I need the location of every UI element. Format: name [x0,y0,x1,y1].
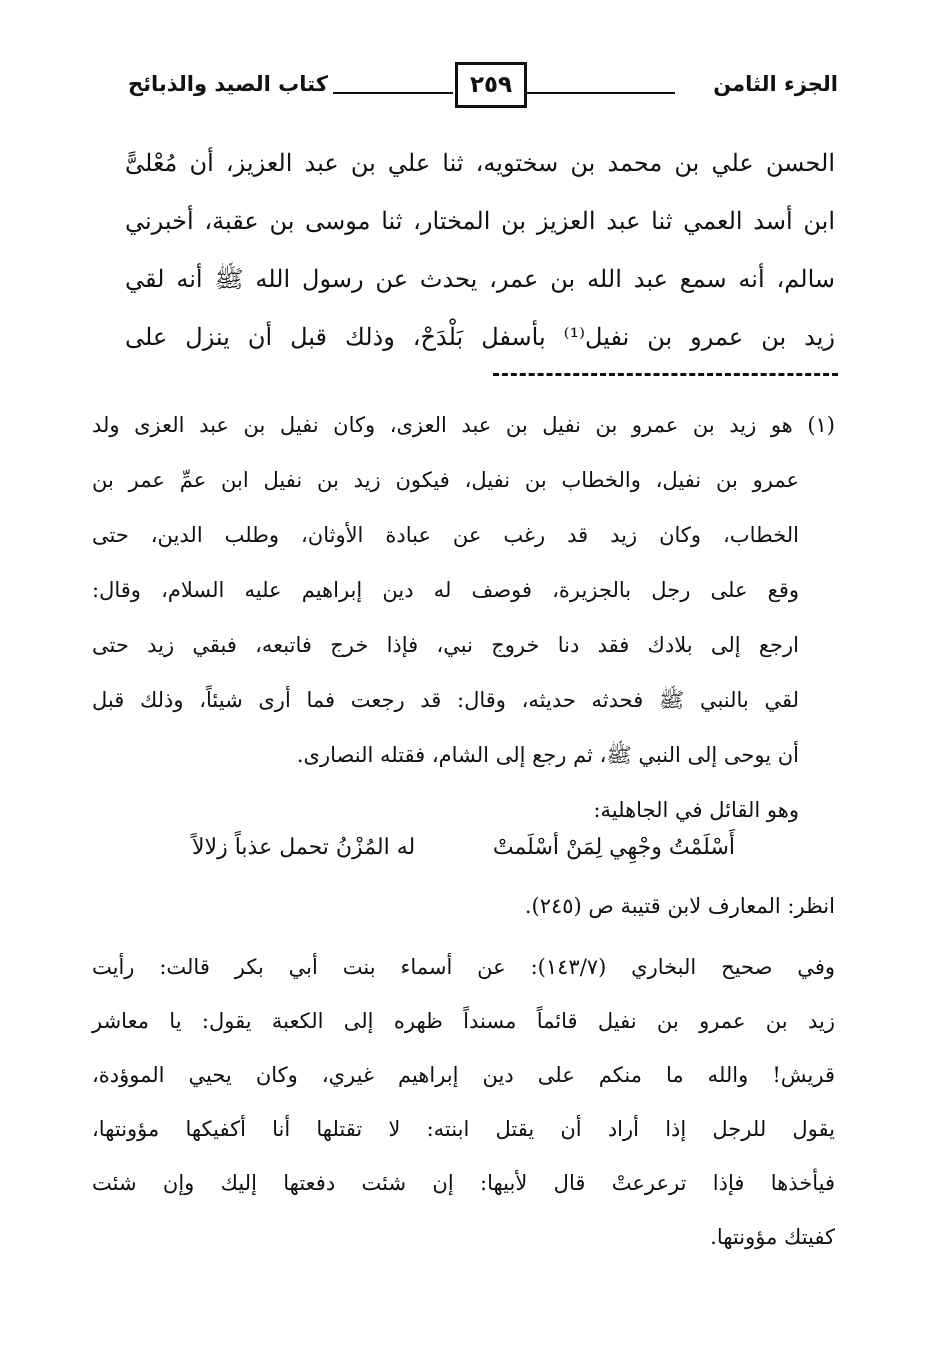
header-rule-right [525,92,675,94]
main-text-line: زيد بن عمرو بن نفيل⁽¹⁾ بأسفل بَلْدَحْ، وذلك قبل أن ينزل على [125,323,835,351]
paragraph-line: زيد بن عمرو بن نفيل قائماً مسنداً ظهره إلى الكعبة يقول: يا معاشر [92,1009,835,1033]
paragraph-line: قريش! والله ما منكم على دين إبراهيم غيري، وكان يحيي الموؤدة، [92,1063,835,1087]
poem-verse [92,820,835,876]
footnote [92,398,835,838]
main-text-line: الحسن علي بن محمد بن سختويه، ثنا علي بن عبد العزيز، أن مُعْلىًّ [125,149,835,177]
footnote-source: انظر: المعارف لابن قتيبة ص (٢٤٥). [524,894,835,918]
page-number: ٢٥٩ [455,62,527,108]
footnote-separator [493,373,838,376]
footnote-line: ارجع إلى بلادك فقد دنا خروج نبي، فإذا خرج فاتبعه، فبقي زيد حتى [92,633,799,657]
footnote-line: عمرو بن نفيل، والخطاب بن نفيل، فيكون زيد بن نفيل ابن عمِّ عمر بن [92,468,799,492]
paragraph-line: وفي صحيح البخاري (١٤٣/٧): عن أسماء بنت أبي بكر قالت: رأيت [92,955,835,979]
footnote-line: أن يوحى إلى النبي ﷺ، ثم رجع إلى الشام، فقتله النصارى. [296,743,799,767]
footnote-line: وهو القائل في الجاهلية: [593,798,799,822]
header-rule-left [333,92,453,94]
footnote-line: الخطاب، وكان زيد قد رغب عن عبادة الأوثان، وطلب الدين، حتى [92,523,799,547]
paragraph-line: فيأخذها فإذا ترعرعتْ قال لأبيها: إن شئت دفعتها إليك وإن شئت [92,1171,835,1195]
poem-second-hemistich: له المُزْنُ تحمل عذباً زلالاً [192,835,416,860]
bottom-paragraph [92,940,835,1264]
footnote-line: وقع على رجل بالجزيرة، فوصف له دين إبراهيم عليه السلام، وقال: [92,578,799,602]
page-header [128,60,838,112]
main-text [125,134,835,366]
paragraph-line: يقول للرجل إذا أراد أن يقتل ابنته: لا تقتلها أنا أكفيكها مؤونتها، [92,1117,835,1141]
footnote-line: (١) هو زيد بن عمرو بن نفيل بن عبد العزى، وكان نفيل بن عبد العزى ولد [92,413,835,437]
poem-first-hemistich: أَسْلَمْتُ وجْهِي لِمَنْ أسْلَمتْ [492,835,735,860]
main-text-line: ابن أسد العمي ثنا عبد العزيز بن المختار، ثنا موسى بن عقبة، أخبرني [125,207,835,235]
main-text-line: سالم، أنه سمع عبد الله بن عمر، يحدث عن رسول الله ﷺ أنه لقي [125,265,835,293]
paragraph-line: كفيتك مؤونتها. [710,1225,835,1249]
volume-title: الجزء الثامن [713,72,838,96]
chapter-title: كتاب الصيد والذبائح [128,72,328,96]
footnote-line: لقي بالنبي ﷺ فحدثه حديثه، وقال: قد رجعت فما أرى شيئاً، وذلك قبل [92,688,799,712]
